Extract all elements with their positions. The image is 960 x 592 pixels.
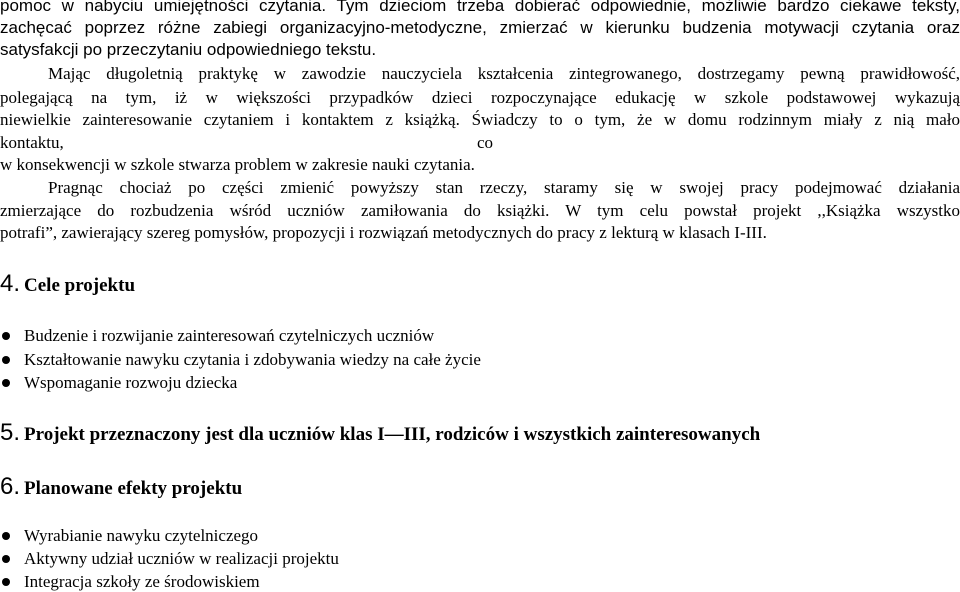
paragraph-line: Mając długoletnią praktykę w zawodzie nauczyciela kształcenia zintegrowanego, dostrzegamy pewną prawidłowość, — [48, 64, 960, 83]
section-number: 5. — [0, 419, 21, 446]
section-heading — [0, 421, 760, 447]
list-item-text: Wyrabianie nawyku czytelniczego — [24, 526, 259, 545]
paragraph-line: niewielkie zainteresowanie czytaniem i kontaktem z książką. Świadczy to o tym, że w domu rodzinnym miały z nią mało — [0, 110, 960, 129]
intro-line: pomoc w nabyciu umiejętności czytania. Tym dzieciom trzeba dobierać odpowiednie, możliwie bardzo ciekawe teksty, — [0, 0, 960, 15]
section-title: Cele projektu — [24, 275, 136, 296]
list-item-text: Budzenie i rozwijanie zainteresowań czytelniczych uczniów — [24, 326, 435, 345]
section-heading — [0, 475, 242, 501]
bullet-icon — [2, 532, 10, 540]
paragraph-line: potrafi”, zawierający szereg pomysłów, propozycji i rozwiązań metodycznych do pracy z lekturą w klasach I-III. — [0, 223, 767, 242]
list-item-text: Aktywny udział uczniów w realizacji projektu — [24, 549, 339, 568]
paragraph-line: kontaktu, — [0, 133, 64, 152]
paragraph-line: polegającą na tym, iż w większości przypadków dzieci rozpoczynające edukację w szkole podstawowej wykazują — [0, 88, 960, 107]
paragraph-line: zmierzające do rozbudzenia wśród uczniów zamiłowania do książki. W tym celu powstał projekt ,,Książka wszystko — [0, 201, 960, 220]
bullet-icon — [2, 555, 10, 563]
paragraph-line: Pragnąc chociaż po części zmienić powyższy stan rzeczy, staramy się w swojej pracy podejmować działania — [48, 178, 960, 197]
paragraph-line: co — [477, 133, 494, 152]
section-title: Planowane efekty projektu — [24, 478, 243, 499]
intro-line: zachęcać poprzez różne zabiegi organizacyjno-metodyczne, zmierzać w kierunku budzenia motywacji czytania oraz — [0, 18, 960, 37]
section-number: 4. — [0, 270, 21, 297]
list-item-text: Integracja szkoły ze środowiskiem — [24, 572, 260, 591]
bullet-icon — [2, 356, 10, 364]
bullet-icon — [2, 379, 10, 387]
intro-line: satysfakcji po przeczytaniu odpowiedniego tekstu. — [0, 40, 377, 59]
list-item-text: Wspomaganie rozwoju dziecka — [24, 373, 238, 392]
section-number: 6. — [0, 473, 21, 500]
paragraph-line: w konsekwencji w szkole stwarza problem w zakresie nauki czytania. — [0, 155, 475, 174]
bullet-icon — [2, 332, 10, 340]
list-item-text: Kształtowanie nawyku czytania i zdobywania wiedzy na całe życie — [24, 350, 481, 369]
bullet-icon — [2, 578, 10, 586]
section-title: Projekt przeznaczony jest dla uczniów klas I—III, rodziców i wszystkich zainteresowanych — [24, 424, 761, 445]
section-heading — [0, 272, 135, 298]
